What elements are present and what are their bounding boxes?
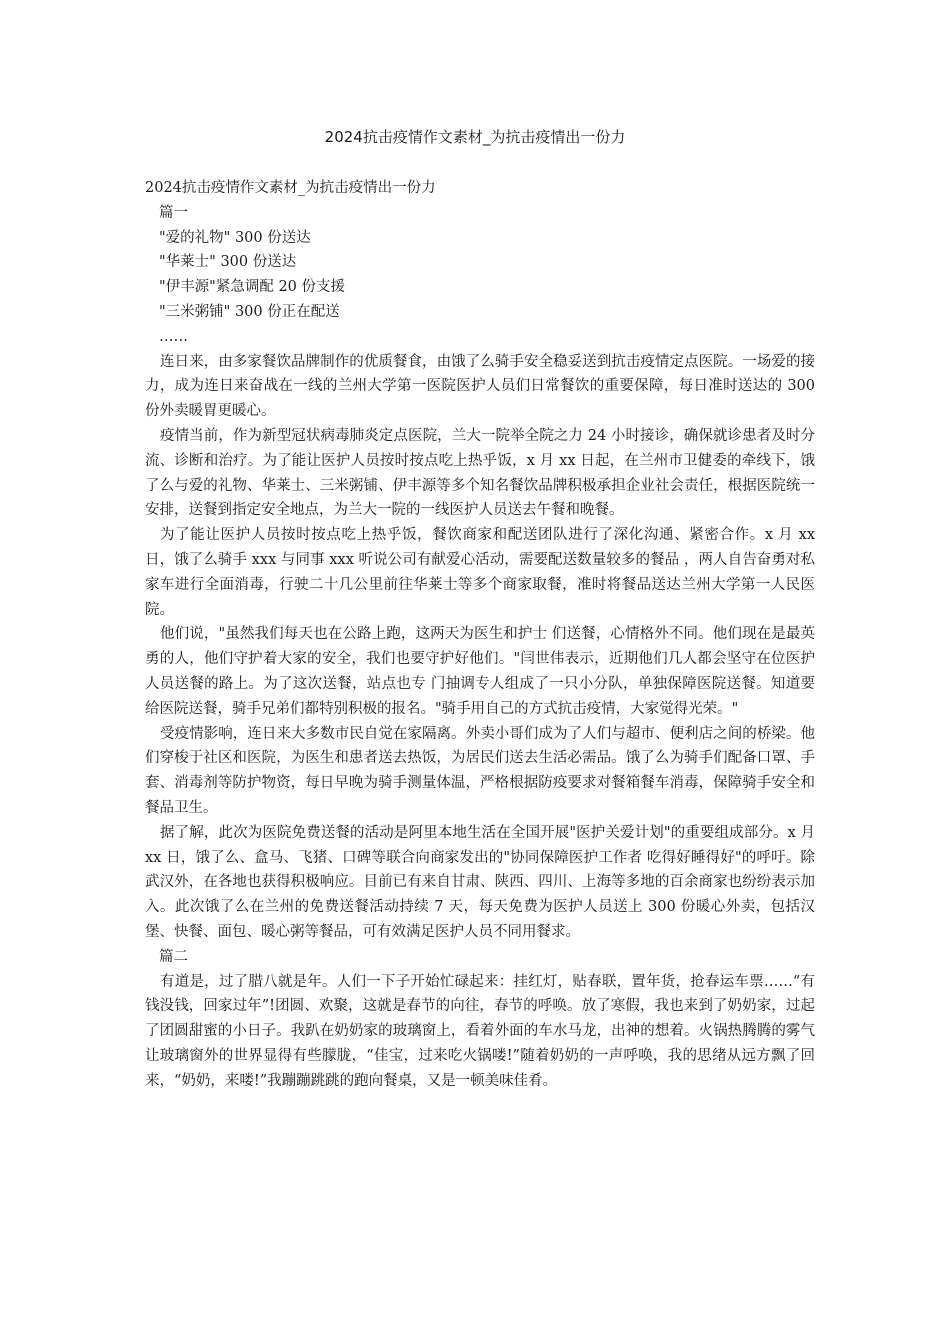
list-item: "爱的礼物" 300 份送达 [159,229,311,246]
document-title: 2024抗击疫情作文素材_为抗击疫情出一份力 [324,128,626,146]
list-item: …… [159,328,188,345]
paragraph: 受疫情影响，连日来大多数市民自觉在家隔离。外卖小哥们成为了人们与超市、便利店之间的桥梁。他们穿梭于社区和医院，为医生和患者送去热饭，为居民们送去生活必需品。饿了么为骑手们配备口罩、手套、消毒剂等防护物资，每日早晚为骑手测量体温，严格根据防疫要求对餐箱餐车消毒，保障骑手安全和餐品卫生。 [145,725,815,816]
list-item: "华莱士" 300 份送达 [159,254,297,271]
article-heading: 2024抗击疫情作文素材_为抗击疫情出一份力 [145,180,436,196]
paragraph: 据了解，此次为医院免费送餐的活动是阿里本地生活在全国开展"医护关爱计划"的重要组成部分。x 月 xx 日，饿了么、盒马、飞猪、口碑等联合向商家发出的"协同保障医护工作者 吃得好睡得好"的呼吁。除武汉外，在各地也获得积极响应。目前已有来自甘肃、陕西、四川、上海等多地的百余商家也纷纷表示加入。此次饿了么在兰州的免费送餐活动持续 7 天，每天免费为医护人员送上 300 份暖心外卖，包括汉堡、快餐、面包、暖心粥等餐品，可有效满足医护人员不同用餐求。 [145,824,815,940]
list-item: "三米粥铺" 300 份正在配送 [159,303,340,320]
section-label-1: 篇一 [159,204,188,221]
paragraph: 疫情当前，作为新型冠状病毒肺炎定点医院，兰大一院举全院之力 24 小时接诊，确保就诊患者及时分流、诊断和治疗。为了能让医护人员按时按点吃上热乎饭，x 月 xx 日起，在兰州市卫健委的牵线下，饿了么与爱的礼物、华莱士、三米粥铺、伊丰源等多个知名餐饮品牌积极承担企业社会责任，根据医院统一安排，送餐到指定安全地点，为兰大一院的一线医护人员送去午餐和晚餐。 [145,427,815,519]
paragraph: 有道是，过了腊八就是年。人们一下子开始忙碌起来：挂红灯，贴春联，置年货，抢春运车票……“有钱没钱，回家过年”!团圆、欢聚，这就是春节的向往，春节的呼唤。放了寒假，我也来到了奶奶家，过起了团圆甜蜜的小日子。我趴在奶奶家的玻璃窗上，看着外面的车水马龙，出神的想着。火锅热腾腾的雾气让玻璃窗外的世界显得有些朦胧，“佳宝，过来吃火锅喽!”随着奶奶的一声呼唤，我的思绪从远方飘了回来，“奶奶，来喽!”我蹦蹦跳跳的跑向餐桌，又是一顿美味佳肴。 [145,973,815,1089]
section-label-2: 篇二 [159,948,188,965]
document-body [145,176,815,1093]
paragraph: 连日来，由多家餐饮品牌制作的优质餐食，由饿了么骑手安全稳妥送到抗击疫情定点医院。一场爱的接力，成为连日来奋战在一线的兰州大学第一医院医护人员们日常餐饮的重要保障，每日准时送达的 300 份外卖暖胃更暖心。 [145,353,815,420]
paragraph: 为了能让医护人员按时按点吃上热乎饭，餐饮商家和配送团队进行了深化沟通、紧密合作。x 月 xx 日，饿了么骑手 xxx 与同事 xxx 听说公司有献爱心活动，需要配送数量较多的餐品 ，两人自告奋勇对私家车进行全面消毒，行驶二十几公里前往华莱士等多个商家取餐，准时将餐品送达兰州大学第一人民医院。 [145,527,815,618]
paragraph: 他们说，"虽然我们每天也在公路上跑，这两天为医生和护士 们送餐，心情格外不同。他们现在是最英勇的人，他们守护着大家的安全，我们也要守护好他们。"闫世伟表示，近期他们几人都会坚守在位医护人员送餐的路上。为了这次送餐，站点也专 门抽调专人组成了一只小分队，单独保障医院送餐。知道要给医院送餐，骑手兄弟们都特别积极的报名。"骑手用自己的方式抗击疫情，大家觉得光荣。" [145,626,815,717]
list-item: "伊丰源"紧急调配 20 份支援 [159,279,346,296]
